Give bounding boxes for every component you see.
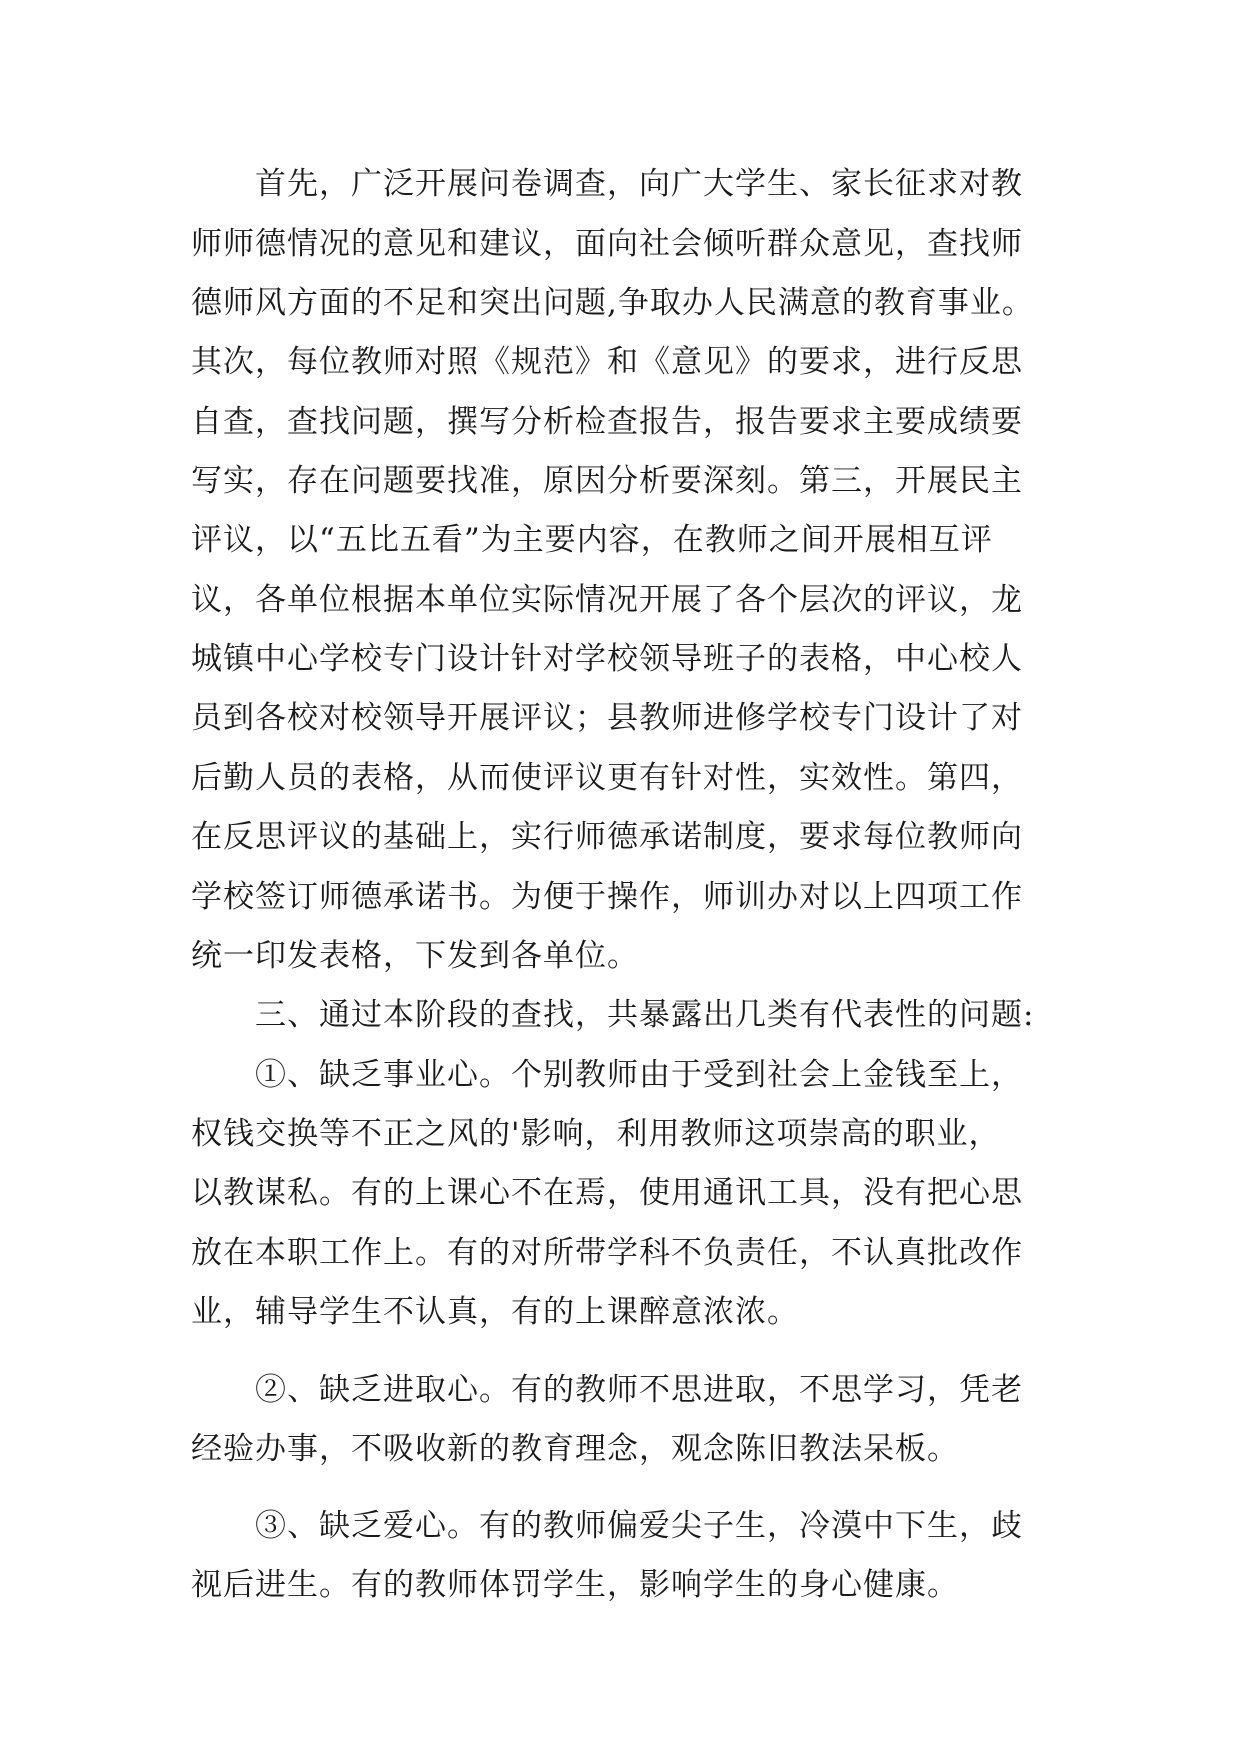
text-line: 首先，广泛开展问卷调查，向广大学生、家长征求对教 [255,166,1023,202]
text-line: 员到各校对校领导开展评议；县教师进修学校专门设计了对 [191,700,1023,736]
text-line: 在反思评议的基础上，实行师德承诺制度，要求每位教师向 [191,819,1023,855]
text-line: 写实，存在问题要找准，原因分析要深刻。第三，开展民主 [191,463,1023,499]
text-line: 其次，每位教师对照《规范》和《意见》的要求，进行反思 [191,344,1023,380]
text-line: ③、缺乏爱心。有的教师偏爱尖子生，冷漠中下生，歧 [255,1508,1023,1544]
text-line: 议，各单位根据本单位实际情况开展了各个层次的评议，龙 [191,582,1023,618]
text-line: ①、缺乏事业心。个别教师由于受到社会上金钱至上， [255,1057,1023,1093]
text-line: 德师风方面的不足和突出问题,争取办人民满意的教育事业。 [191,285,1034,321]
text-line: 业，辅导学生不认真，有的上课醉意浓浓。 [191,1294,799,1330]
text-line: 评议，以“五比五看”为主要内容，在教师之间开展相互评 [191,522,993,558]
text-line: 城镇中心学校专门设计针对学校领导班子的表格，中心校人 [191,641,1023,677]
text-line: 权钱交换等不正之风的'影响，利用教师这项崇高的职业， [191,1116,1001,1152]
text-line: 以教谋私。有的上课心不在焉，使用通讯工具，没有把心思 [191,1175,1023,1211]
text-line: 自查，查找问题，撰写分析检查报告，报告要求主要成绩要 [191,404,1023,440]
text-line: 视后进生。有的教师体罚学生，影响学生的身心健康。 [191,1567,959,1603]
text-line: ②、缺乏进取心。有的教师不思进取，不思学习，凭老 [255,1372,1023,1408]
text-line: 后勤人员的表格，从而使评议更有针对性，实效性。第四， [191,760,1023,796]
text-line: 统一印发表格，下发到各单位。 [191,938,639,974]
text-line: 学校签订师德承诺书。为便于操作，师训办对以上四项工作 [191,879,1023,915]
text-line: 师师德情况的意见和建议，面向社会倾听群众意见，查找师 [191,226,1023,262]
text-line: 三、通过本阶段的查找，共暴露出几类有代表性的问题: [255,997,1035,1033]
text-line: 放在本职工作上。有的对所带学科不负责任，不认真批改作 [191,1235,1023,1271]
text-line: 经验办事，不吸收新的教育理念，观念陈旧教法呆板。 [191,1431,959,1467]
